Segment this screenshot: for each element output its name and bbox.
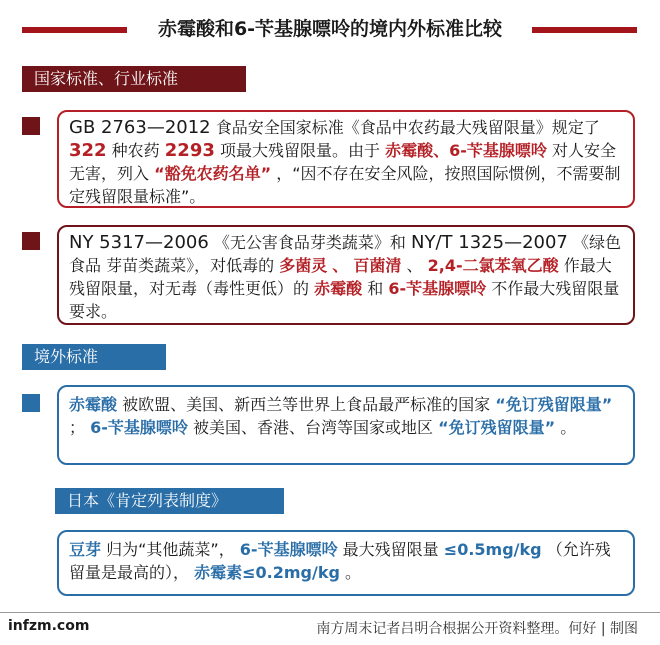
text-span: 、: [406, 256, 423, 275]
national-standard-box-1: [57, 110, 635, 208]
number-highlight: 322: [69, 140, 107, 161]
list-highlight: “豁免农药名单”: [154, 164, 272, 183]
text-span: 《无公害食品芽类蔬菜》和: [213, 233, 406, 252]
substance-highlight: 百菌清: [353, 256, 402, 275]
text-span: 种农药: [111, 141, 160, 160]
text-span: 。: [345, 563, 362, 582]
japan-standard-box: [57, 530, 635, 596]
text-span: 不作最大残留限量要求。: [69, 279, 620, 321]
page-title: 赤霉酸和6-苄基腺嘌呤的境内外标准比较: [157, 18, 503, 40]
national-standard-box-2: [57, 225, 635, 325]
bullet-square-icon: [22, 394, 40, 412]
limit-highlight: 赤霉素≤0.2mg/kg: [194, 563, 340, 582]
substance-highlight: 赤霉酸、6-苄基腺嘌呤: [385, 141, 547, 160]
text-span: ；: [69, 418, 86, 437]
substance-highlight: 6-苄基腺嘌呤: [239, 540, 338, 559]
substance-highlight: 2,4-二氯苯氧乙酸: [427, 256, 559, 275]
source-site: infzm.com: [8, 618, 90, 634]
exemption-highlight: “免订残留限量”: [495, 395, 613, 414]
exemption-highlight: “免订残留限量”: [438, 418, 556, 437]
text-span: （允许残留量是最高的），: [69, 540, 611, 582]
foreign-standard-box: [57, 385, 635, 465]
text-span: 被欧盟、美国、新西兰等世界上食品最严标准的国家: [122, 395, 491, 414]
text-span: 、: [332, 256, 349, 275]
text-span: ，“因不存在安全风险，按照国际惯例，不需要制定残留限量标准”。: [69, 164, 621, 206]
substance-highlight: 赤霉酸: [69, 395, 118, 414]
footer-divider: [0, 612, 660, 613]
section-label-japan: 日本《肯定列表制度》: [55, 488, 284, 514]
title-bar-right: [532, 27, 637, 33]
text-span: 最大残留限量: [342, 540, 439, 559]
substance-highlight: 豆芽: [69, 540, 102, 559]
standard-code: GB 2763—2012: [69, 117, 211, 138]
standard-code: NY/T 1325—2007: [411, 232, 568, 253]
text-span: 。: [560, 418, 577, 437]
bullet-square-icon: [22, 232, 40, 250]
substance-highlight: 6-苄基腺嘌呤: [388, 279, 487, 298]
text-span: 《绿色食品 芽苗类蔬菜》，对低毒的: [69, 233, 621, 275]
title-bar-left: [22, 27, 127, 33]
bullet-square-icon: [22, 117, 40, 135]
text-span: 作最大残留限量，对无毒（毒性更低）的: [69, 256, 612, 298]
number-highlight: 2293: [164, 140, 215, 161]
substance-highlight: 多菌灵: [279, 256, 328, 275]
substance-highlight: 赤霉酸: [314, 279, 363, 298]
section-label-foreign: 境外标准: [22, 344, 166, 370]
standard-code: NY 5317—2006: [69, 232, 209, 253]
text-span: 和: [367, 279, 384, 298]
text-span: 项最大残留限量。由于: [219, 141, 380, 160]
limit-highlight: ≤0.5mg/kg: [443, 540, 542, 559]
credit-line: 南方周末记者吕明合根据公开资料整理。何好 | 制图: [316, 621, 638, 637]
text-span: 食品安全国家标准《食品中农药最大残留限量》规定了: [215, 118, 600, 137]
text-span: 对人安全无害，列入: [69, 141, 616, 183]
section-label-national: 国家标准、行业标准: [22, 66, 246, 92]
substance-highlight: 6-苄基腺嘌呤: [90, 418, 188, 437]
text-span: 被美国、香港、台湾等国家或地区: [192, 418, 433, 437]
text-span: 归为“其他蔬菜”，: [106, 540, 235, 559]
